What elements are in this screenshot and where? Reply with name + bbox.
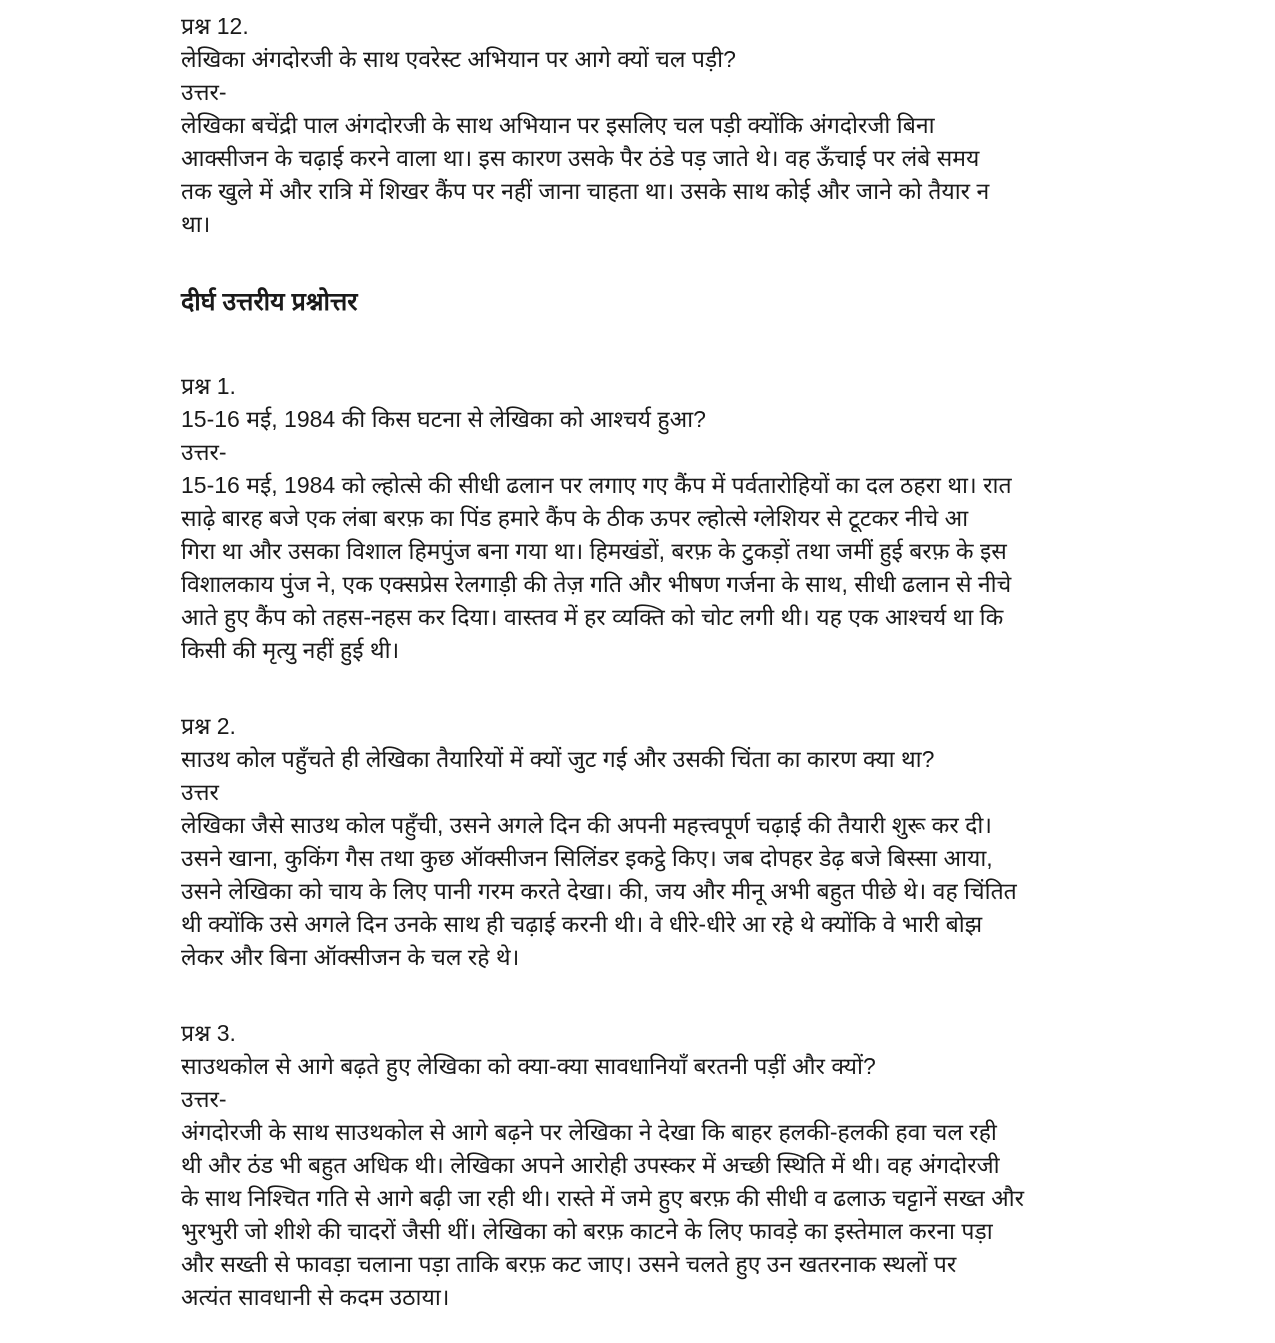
section-heading: दीर्घ उत्तरीय प्रश्नोत्तर — [181, 288, 358, 316]
question-label: प्रश्न 12. — [181, 13, 249, 39]
question-text: 15-16 मई, 1984 की किस घटना से लेखिका को आश्चर्य हुआ? — [181, 406, 706, 432]
answer-line: था। — [181, 211, 211, 237]
answer-line: के साथ निश्चित गति से आगे बढ़ी जा रही थी। रास्ते में जमे हुए बरफ़ की सीधी व ढलाऊ चट्टानें सख्त और — [181, 1185, 1025, 1211]
question-text: साउथ कोल पहुँचते ही लेखिका तैयारियों में क्यों जुट गई और उसकी चिंता का कारण क्या था? — [181, 746, 935, 772]
qa-block-1 — [181, 370, 1181, 667]
answer-label: उत्तर- — [181, 439, 227, 465]
answer-line: लेखिका जैसे साउथ कोल पहुँची, उसने अगले दिन की अपनी महत्त्वपूर्ण चढ़ाई की तैयारी शुरू कर दी। — [181, 812, 993, 838]
answer-label: उत्तर- — [181, 79, 227, 105]
answer-label: उत्तर- — [181, 1086, 227, 1112]
answer-line: किसी की मृत्यु नहीं हुई थी। — [181, 637, 400, 663]
question-label: प्रश्न 1. — [181, 373, 236, 399]
answer-line: साढ़े बारह बजे एक लंबा बरफ़ का पिंड हमारे कैंप के ठीक ऊपर ल्होत्से ग्लेशियर से टूटकर नीचे आ — [181, 505, 969, 531]
answer-line: लेकर और बिना ऑक्सीजन के चल रहे थे। — [181, 944, 520, 970]
answer-line: थी और ठंड भी बहुत अधिक थी। लेखिका अपने आरोही उपस्कर में अच्छी स्थिति में थी। वह अंगदोरजी — [181, 1152, 1000, 1178]
answer-line: अंगदोरजी के साथ साउथकोल से आगे बढ़ने पर लेखिका ने देखा कि बाहर हलकी-हलकी हवा चल रही — [181, 1119, 997, 1145]
answer-line: थी क्योंकि उसे अगले दिन उनके साथ ही चढ़ाई करनी थी। वे धीरे-धीरे आ रहे थे क्योंकि वे भारी बोझ — [181, 911, 983, 937]
answer-label: उत्तर — [181, 779, 219, 805]
qa-block-12 — [181, 10, 1181, 241]
answer-line: लेखिका बचेंद्री पाल अंगदोरजी के साथ अभियान पर इसलिए चल पड़ी क्योंकि अंगदोरजी बिना — [181, 112, 935, 138]
answer-line: तक खुले में और रात्रि में शिखर कैंप पर नहीं जाना चाहता था। उसके साथ कोई और जाने को तैयार न — [181, 178, 990, 204]
document-page — [181, 10, 1181, 1314]
answer-line: उसने खाना, कुकिंग गैस तथा कुछ ऑक्सीजन सिलिंडर इकट्ठे किए। जब दोपहर डेढ़ बजे बिस्सा आया, — [181, 845, 993, 871]
answer-line: उसने लेखिका को चाय के लिए पानी गरम करते देखा। की, जय और मीनू अभी बहुत पीछे थे। वह चिंतित — [181, 878, 1017, 904]
answer-line: अत्यंत सावधानी से कदम उठाया। — [181, 1284, 450, 1310]
answer-line: आते हुए कैंप को तहस-नहस कर दिया। वास्तव में हर व्यक्ति को चोट लगी थी। यह एक आश्चर्य था कि — [181, 604, 1004, 630]
answer-line: भुरभुरी जो शीशे की चादरों जैसी थीं। लेखिका को बरफ़ काटने के लिए फावड़े का इस्तेमाल करना पड़ा — [181, 1218, 993, 1244]
question-label: प्रश्न 3. — [181, 1020, 236, 1046]
question-text: साउथकोल से आगे बढ़ते हुए लेखिका को क्या-क्या सावधानियाँ बरतनी पड़ीं और क्यों? — [181, 1053, 876, 1079]
qa-block-2 — [181, 710, 1181, 974]
answer-line: और सख्ती से फावड़ा चलाना पड़ा ताकि बरफ़ कट जाए। उसने चलते हुए उन खतरनाक स्थलों पर — [181, 1251, 957, 1277]
question-text: लेखिका अंगदोरजी के साथ एवरेस्ट अभियान पर आगे क्यों चल पड़ी? — [181, 46, 736, 72]
answer-line: 15-16 मई, 1984 को ल्होत्से की सीधी ढलान पर लगाए गए कैंप में पर्वतारोहियों का दल ठहरा था। रात — [181, 472, 1012, 498]
answer-line: गिरा था और उसका विशाल हिमपुंज बना गया था। हिमखंडों, बरफ़ के टुकड़ों तथा जमीं हुई बरफ़ के इस — [181, 538, 1007, 564]
answer-line: आक्सीजन के चढ़ाई करने वाला था। इस कारण उसके पैर ठंडे पड़ जाते थे। वह ऊँचाई पर लंबे समय — [181, 145, 980, 171]
qa-block-3 — [181, 1017, 1181, 1314]
answer-line: विशालकाय पुंज ने, एक एक्सप्रेस रेलगाड़ी की तेज़ गति और भीषण गर्जना के साथ, सीधी ढलान से नीचे — [181, 571, 1012, 597]
question-label: प्रश्न 2. — [181, 713, 236, 739]
